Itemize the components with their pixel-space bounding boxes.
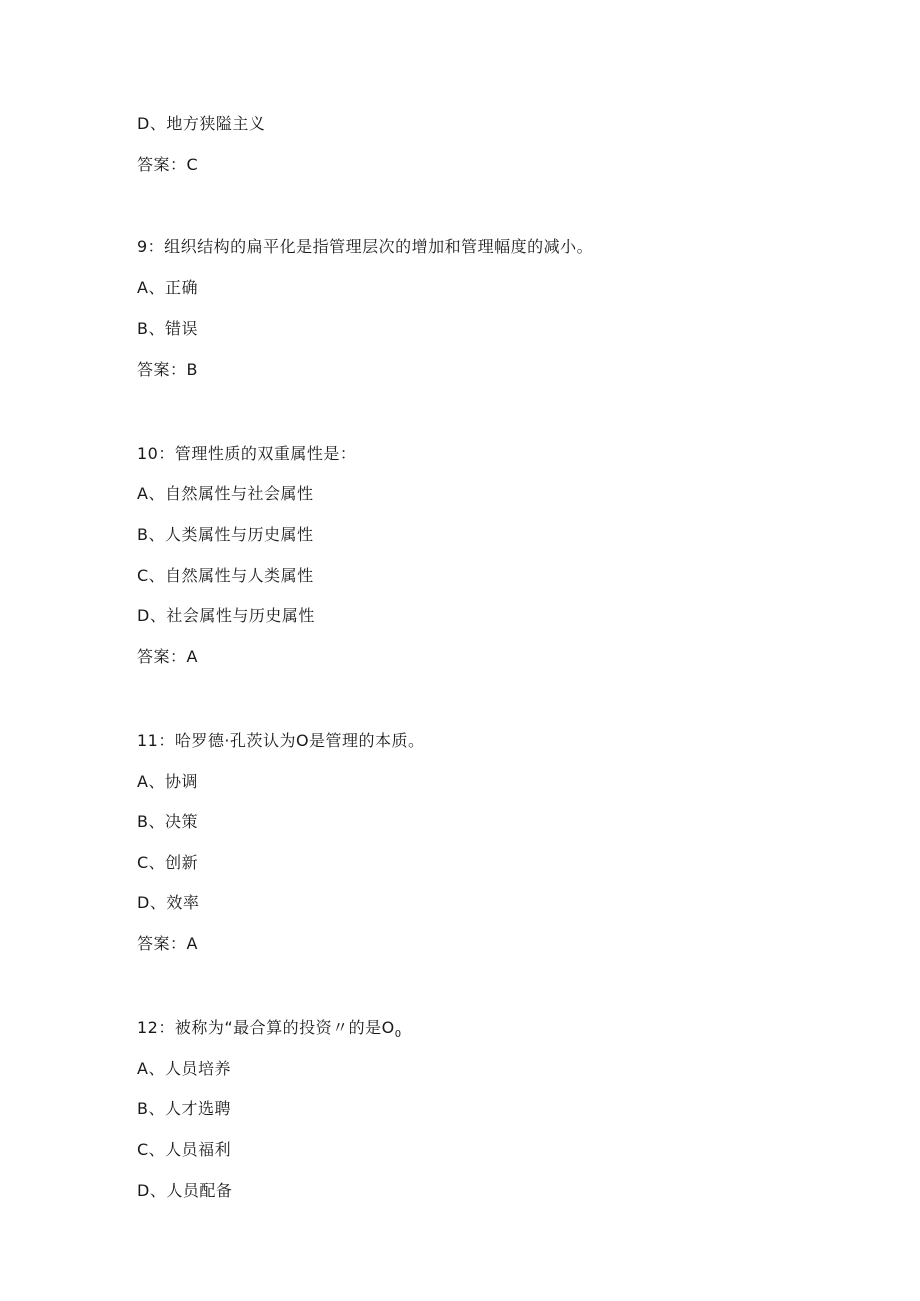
option-d: D、社会属性与历史属性 <box>137 606 315 625</box>
option-d: D、地方狭隘主义 <box>137 114 266 133</box>
question-stem-suffix: 0 <box>394 1029 402 1040</box>
option-b: B、错误 <box>137 319 198 338</box>
answer: 答案：C <box>137 155 199 174</box>
option-a: A、正确 <box>137 278 198 297</box>
option-a: A、协调 <box>137 772 198 791</box>
question-stem: 10：管理性质的双重属性是： <box>137 444 357 463</box>
question-stem-text: 12：被称为“最合算的投资〃的是O <box>137 1018 395 1037</box>
question-stem: 9：组织结构的扁平化是指管理层次的增加和管理幅度的减小。 <box>137 237 594 256</box>
option-b: B、人类属性与历史属性 <box>137 525 314 544</box>
answer: 答案：A <box>137 647 198 666</box>
answer: 答案：B <box>137 360 198 379</box>
option-d: D、效率 <box>137 893 200 912</box>
answer: 答案：A <box>137 934 198 953</box>
question-stem <box>137 1018 402 1045</box>
option-b: B、人才选聘 <box>137 1099 231 1118</box>
option-a: A、人员培养 <box>137 1059 231 1078</box>
option-a: A、自然属性与社会属性 <box>137 484 314 503</box>
option-c: C、创新 <box>137 853 199 872</box>
option-d: D、人员配备 <box>137 1181 233 1200</box>
question-stem: 11：哈罗德·孔茨认为O是管理的本质。 <box>137 731 425 750</box>
option-c: C、人员福利 <box>137 1140 232 1159</box>
option-c: C、自然属性与人类属性 <box>137 566 314 585</box>
option-b: B、决策 <box>137 812 198 831</box>
